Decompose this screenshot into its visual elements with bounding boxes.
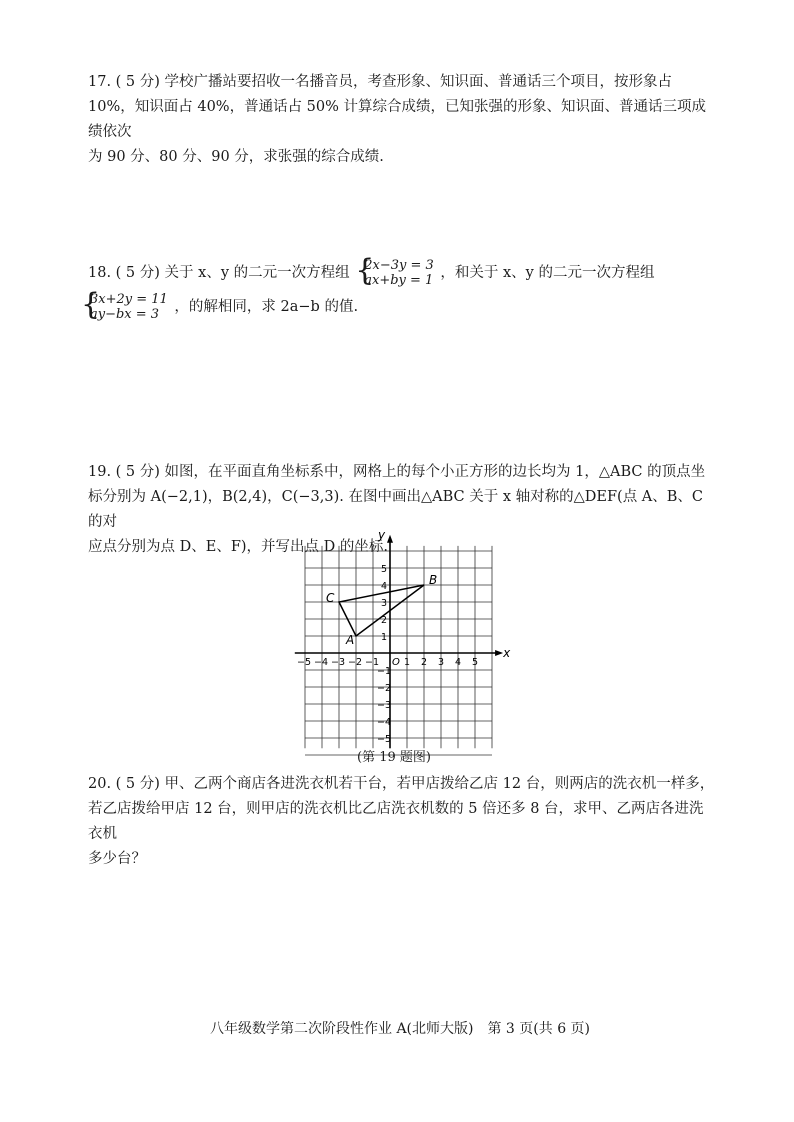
y-tick-label: −1 — [377, 666, 392, 677]
q18-line-1 — [88, 253, 718, 290]
figure-caption: (第 19 题图) — [357, 750, 431, 765]
q20-line-2: 若乙店拨给甲店 12 台，则甲店的洗衣机比乙店洗衣机数的 5 倍还多 8 台，求甲、乙两店各进洗衣机 — [88, 801, 704, 842]
page-footer: 八年级数学第二次阶段性作业 A(北师大版) 第 3 页(共 6 页) — [210, 1021, 591, 1037]
x-tick-label: −4 — [314, 657, 329, 668]
x-tick-label: 2 — [421, 657, 428, 668]
y-axis-label: y — [378, 527, 386, 542]
x-tick-label: −1 — [365, 657, 380, 668]
q20-line-3: 多少台？ — [88, 851, 146, 867]
x-tick-label: −2 — [348, 657, 363, 668]
y-tick-label: −4 — [377, 717, 392, 728]
vertex-label-a: A — [346, 633, 355, 647]
q17-line-2: 10%，知识面占 40%，普通话占 50% 计算综合成绩，已知张强的形象、知识面、普通话三项成绩依次 — [88, 99, 707, 140]
origin-label: O — [392, 657, 400, 668]
q18-prefix: 18. ( 5 分) 关于 x、y 的二元一次方程组 — [88, 265, 350, 281]
x-tick-label: 4 — [455, 657, 462, 668]
equation-system-2: { 3x+2y = 11 ay−bx = 3 — [81, 287, 168, 322]
q18-middle: ，和关于 x、y 的二元一次方程组 — [440, 265, 655, 281]
q20-line-1: 20. ( 5 分) 甲、乙两个商店各进洗衣机若干台，若甲店拨给乙店 12 台，则两店的洗衣机一样多， — [88, 776, 715, 792]
x-tick-label: 5 — [472, 657, 479, 668]
y-tick-label: 4 — [381, 581, 388, 592]
vertex-label-b: B — [429, 573, 438, 587]
axes — [295, 528, 511, 748]
coordinate-grid-figure — [290, 527, 511, 745]
triangle-abc-outline — [339, 585, 424, 636]
equation-system-1: { 2x−3y = 3 ax+by = 1 — [355, 253, 434, 288]
q17-line-1: 17. ( 5 分) 学校广播站要招收一名播音员，考查形象、知识面、普通话三个项目，按形象占 — [88, 74, 673, 90]
system-2-equation-1: 3x+2y = 11 — [90, 292, 168, 307]
q18-line-2 — [80, 287, 718, 324]
q19-line-2: 标分别为 A(−2,1)，B(2,4)，C(−3,3). 在图中画出△ABC 关于 x 轴对称的△DEF(点 A、B、C 的对 — [88, 489, 704, 530]
question-17 — [88, 70, 718, 170]
x-tick-label: −5 — [297, 657, 312, 668]
x-axis-label: x — [503, 646, 511, 660]
system-2-equation-2: ay−bx = 3 — [90, 307, 160, 322]
system-1-equation-1: 2x−3y = 3 — [364, 258, 434, 273]
y-tick-label: −5 — [377, 734, 392, 745]
x-tick-label: 1 — [404, 657, 411, 668]
question-20 — [88, 772, 718, 872]
y-tick-label: 5 — [381, 564, 388, 575]
question-18 — [81, 253, 718, 324]
x-axis-arrow — [495, 650, 503, 656]
grid-lines — [305, 546, 492, 755]
x-tick-label: 3 — [438, 657, 445, 668]
y-axis-arrow — [387, 535, 393, 543]
y-tick-label: −2 — [377, 683, 392, 694]
tick-labels — [297, 564, 478, 745]
y-tick-label: 1 — [381, 632, 388, 643]
y-tick-label: 3 — [381, 598, 388, 609]
vertex-label-c: C — [326, 591, 335, 605]
q18-suffix: ，的解相同，求 2a−b 的值. — [174, 299, 359, 315]
y-tick-label: −3 — [377, 700, 392, 711]
q19-line-3: 应点分别为点 D、E、F)，并写出点 D 的坐标. — [88, 539, 388, 555]
q17-line-3: 为 90 分、80 分、90 分，求张强的综合成绩. — [88, 149, 384, 165]
q19-line-1: 19. ( 5 分) 如图，在平面直角坐标系中，网格上的每个小正方形的边长均为 1，△ABC 的顶点坐 — [88, 464, 706, 480]
system-1-equation-2: ax+by = 1 — [364, 273, 434, 288]
y-tick-label: 2 — [381, 615, 388, 626]
x-tick-label: −3 — [331, 657, 346, 668]
